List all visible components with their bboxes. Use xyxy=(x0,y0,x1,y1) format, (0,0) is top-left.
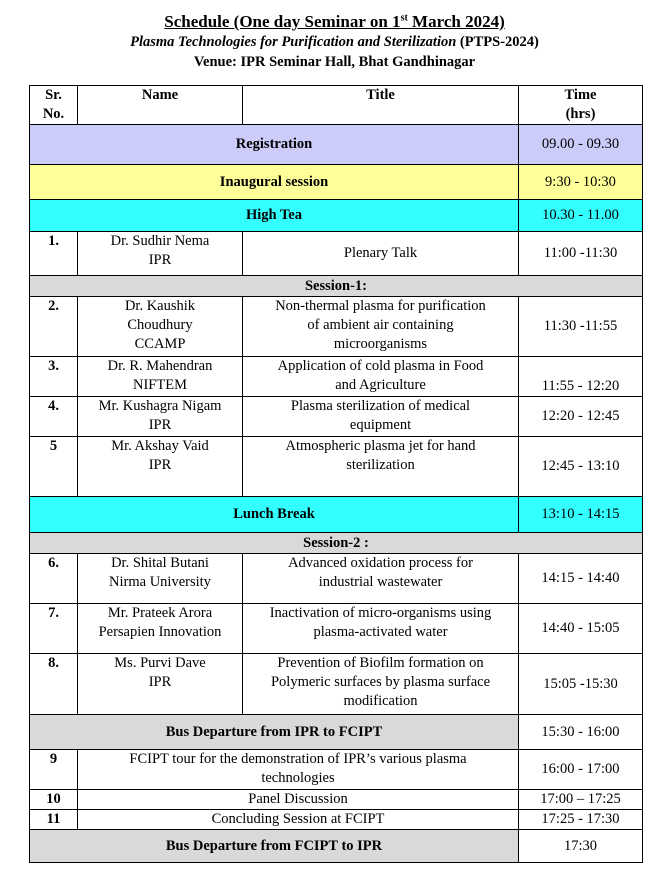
table-row xyxy=(30,397,643,437)
session-1-header xyxy=(30,276,643,297)
row-time: 17:00 – 17:25 xyxy=(519,790,643,810)
col-header-title: Title xyxy=(243,86,519,125)
registration-label: Registration xyxy=(30,125,519,165)
row-time: 11:55 - 12:20 xyxy=(519,357,643,397)
row-time: 9:30 - 10:30 xyxy=(519,165,643,200)
row-sr: 3. xyxy=(30,357,78,397)
row-title: Application of cold plasma in Food and Agriculture xyxy=(243,357,519,397)
row-title: Advanced oxidation process for industrial wastewater xyxy=(243,554,519,604)
table-row xyxy=(30,554,643,604)
row-title: Non-thermal plasma for purification of ambient air containing microorganisms xyxy=(243,297,519,357)
venue-line: Venue: IPR Seminar Hall, Bhat Gandhinagar xyxy=(193,54,476,70)
row-time: 15:30 - 16:00 xyxy=(519,715,643,750)
row-time: 11:30 -11:55 xyxy=(519,297,643,357)
row-sr: 11 xyxy=(30,810,78,830)
row-name: Mr. Kushagra Nigam IPR xyxy=(78,397,243,437)
row-time: 13:10 - 14:15 xyxy=(519,497,643,533)
row-time: 09.00 - 09.30 xyxy=(519,125,643,165)
row-title: Concluding Session at FCIPT xyxy=(78,810,519,830)
inaugural-label: Inaugural session xyxy=(30,165,519,200)
table-row xyxy=(30,357,643,397)
row-registration xyxy=(30,125,643,165)
row-name: Dr. Kaushik Choudhury CCAMP xyxy=(78,297,243,357)
row-time: 12:20 - 12:45 xyxy=(519,397,643,437)
bus-departure-label: Bus Departure from FCIPT to IPR xyxy=(30,830,519,863)
row-time: 17:25 - 17:30 xyxy=(519,810,643,830)
session-2-label: Session-2 : xyxy=(30,533,643,554)
table-header-row xyxy=(30,86,643,125)
row-time: 12:45 - 13:10 xyxy=(519,437,643,497)
page-subtitle: Plasma Technologies for Purification and Sterilization (PTPS-2024) xyxy=(130,34,539,50)
col-header-sr: Sr. No. xyxy=(30,86,78,125)
table-row xyxy=(30,810,643,830)
table-row xyxy=(30,297,643,357)
row-name: Mr. Akshay Vaid IPR xyxy=(78,437,243,497)
row-title: FCIPT tour for the demonstration of IPR’s various plasma technologies xyxy=(78,750,519,790)
row-name: Ms. Purvi Dave IPR xyxy=(78,654,243,715)
row-time: 17:30 xyxy=(519,830,643,863)
row-sr: 5 xyxy=(30,437,78,497)
row-sr: 1. xyxy=(30,232,78,276)
row-name: Mr. Prateek Arora Persapien Innovation xyxy=(78,604,243,654)
row-time: 10.30 - 11.00 xyxy=(519,200,643,232)
row-title: Atmospheric plasma jet for hand sterilization xyxy=(243,437,519,497)
row-sr: 8. xyxy=(30,654,78,715)
row-name: Dr. Sudhir Nema IPR xyxy=(78,232,243,276)
row-time: 15:05 -15:30 xyxy=(519,654,643,715)
row-title: Prevention of Biofilm formation on Polymeric surfaces by plasma surface modification xyxy=(243,654,519,715)
row-title: Plasma sterilization of medical equipment xyxy=(243,397,519,437)
row-sr: 6. xyxy=(30,554,78,604)
row-title: Panel Discussion xyxy=(78,790,519,810)
table-row xyxy=(30,604,643,654)
session-2-header xyxy=(30,533,643,554)
row-title: Plenary Talk xyxy=(243,232,519,276)
row-name: Dr. Shital Butani Nirma University xyxy=(78,554,243,604)
col-header-time: Time (hrs) xyxy=(519,86,643,125)
high-tea-label: High Tea xyxy=(30,200,519,232)
row-high-tea xyxy=(30,200,643,232)
row-inaugural xyxy=(30,165,643,200)
row-bus-ipr-fcipt xyxy=(30,715,643,750)
page-title: Schedule (One day Seminar on 1st March 2024) xyxy=(164,12,505,31)
row-time: 16:00 - 17:00 xyxy=(519,750,643,790)
row-sr: 7. xyxy=(30,604,78,654)
lunch-label: Lunch Break xyxy=(30,497,519,533)
bus-departure-label: Bus Departure from IPR to FCIPT xyxy=(30,715,519,750)
table-row xyxy=(30,437,643,497)
table-row xyxy=(30,790,643,810)
row-title: Inactivation of micro-organisms using plasma-activated water xyxy=(243,604,519,654)
col-header-name: Name xyxy=(78,86,243,125)
row-sr: 10 xyxy=(30,790,78,810)
row-name: Dr. R. Mahendran NIFTEM xyxy=(78,357,243,397)
row-bus-fcipt-ipr xyxy=(30,830,643,863)
row-sr: 4. xyxy=(30,397,78,437)
table-row xyxy=(30,654,643,715)
row-sr: 9 xyxy=(30,750,78,790)
row-sr: 2. xyxy=(30,297,78,357)
row-lunch xyxy=(30,497,643,533)
row-time: 11:00 -11:30 xyxy=(519,232,643,276)
session-1-label: Session-1: xyxy=(30,276,643,297)
schedule-table xyxy=(29,85,643,863)
table-row xyxy=(30,232,643,276)
row-time: 14:15 - 14:40 xyxy=(519,554,643,604)
table-row xyxy=(30,750,643,790)
row-time: 14:40 - 15:05 xyxy=(519,604,643,654)
